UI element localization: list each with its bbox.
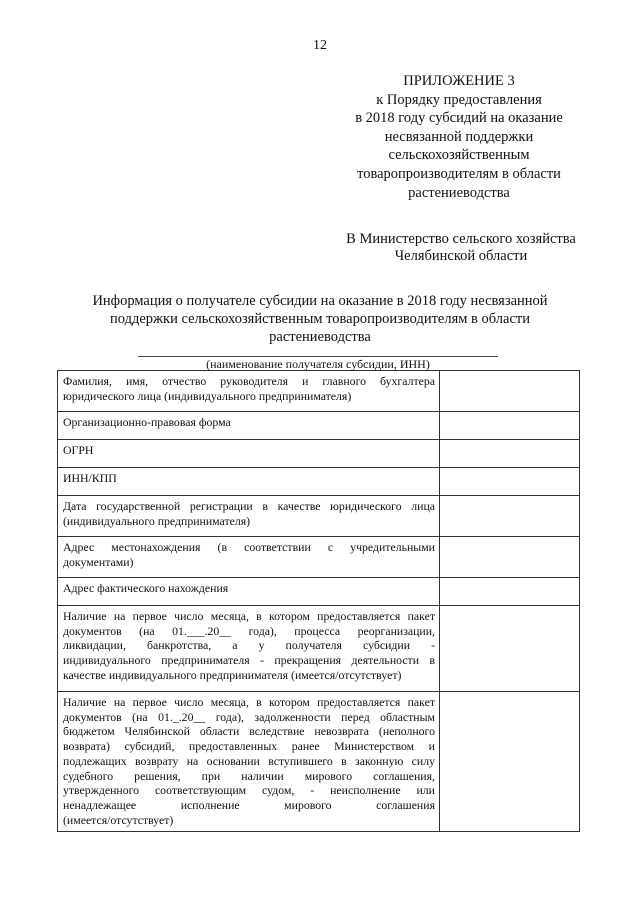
recipient-info-table [57, 370, 580, 832]
page-number: 12 [313, 38, 327, 53]
appendix-heading [328, 72, 590, 202]
row-label: Адрес местонахождения (в соответствии с учредительными документами) [58, 537, 440, 578]
document-title-line: поддержки сельскохозяйственным товаропроизводителям в области [109, 311, 531, 327]
table-row [58, 496, 580, 537]
document-title-line: Информация о получателе субсидии на оказание в 2018 году несвязанной [92, 293, 548, 309]
appendix-line: сельскохозяйственным [388, 147, 530, 164]
recipient-caption: (наименование получателя субсидии, ИНН) [206, 357, 430, 371]
row-label: Организационно-правовая форма [58, 412, 440, 440]
row-value-cell[interactable] [440, 412, 580, 440]
row-value-cell[interactable] [440, 371, 580, 412]
document-title-line: растениеводства [269, 329, 371, 345]
appendix-line: к Порядку предоставления [376, 91, 542, 108]
row-label: ИНН/КПП [58, 468, 440, 496]
table-row [58, 440, 580, 468]
row-value-cell[interactable] [440, 537, 580, 578]
appendix-line: несвязанной поддержки [384, 128, 534, 145]
appendix-title: ПРИЛОЖЕНИЕ 3 [403, 73, 515, 89]
addressee-line: Челябинской области [394, 248, 528, 264]
table-row [58, 468, 580, 496]
addressee [330, 231, 592, 265]
row-value-cell[interactable] [440, 440, 580, 468]
row-value-cell[interactable] [440, 468, 580, 496]
appendix-line: товаропроизводителям в области [357, 165, 561, 182]
table-row [58, 606, 580, 692]
row-label: Дата государственной регистрации в качестве юридического лица (индивидуального предпринимателя) [58, 496, 440, 537]
row-value-cell[interactable] [440, 606, 580, 692]
table-row [58, 412, 580, 440]
row-value-cell[interactable] [440, 496, 580, 537]
row-label: Фамилия, имя, отчество руководителя и главного бухгалтера юридического лица (индивидуального предпринимателя) [58, 371, 440, 412]
addressee-line: В Министерство сельского хозяйства [346, 231, 576, 247]
row-label: Наличие на первое число месяца, в котором предоставляется пакет документов (на 01.___.20__ года), процесса реорганизации, ликвидации, банкротства, а у получателя субсидии - индивидуального предпринимателя - прекращения деятельности в качестве индивидуального предпринимателя (имеется/отсутствует) [58, 606, 440, 692]
appendix-line: растениеводства [408, 184, 510, 201]
row-label: ОГРН [58, 440, 440, 468]
row-label: Наличие на первое число месяца, в котором предоставляется пакет документов (на 01._.20__ года), задолженности перед областным бюджетом Челябинской области вследствие невозврата (неполного возврата) субсидий, предоставленных ранее Министерством и подлежащих возврату на основании вступившего в законную силу судебного решения, при наличии мирового соглашения, утвержденного соответствующим судом, - неисполнение или ненадлежащее исполнение мирового соглашения (имеется/отсутствует) [58, 692, 440, 832]
table-row [58, 578, 580, 606]
table-row [58, 371, 580, 412]
row-label: Адрес фактического нахождения [58, 578, 440, 606]
table-row [58, 537, 580, 578]
appendix-line: в 2018 году субсидий на оказание [355, 110, 563, 127]
document-title [60, 292, 580, 346]
row-value-cell[interactable] [440, 578, 580, 606]
table-row [58, 692, 580, 832]
row-value-cell[interactable] [440, 692, 580, 832]
